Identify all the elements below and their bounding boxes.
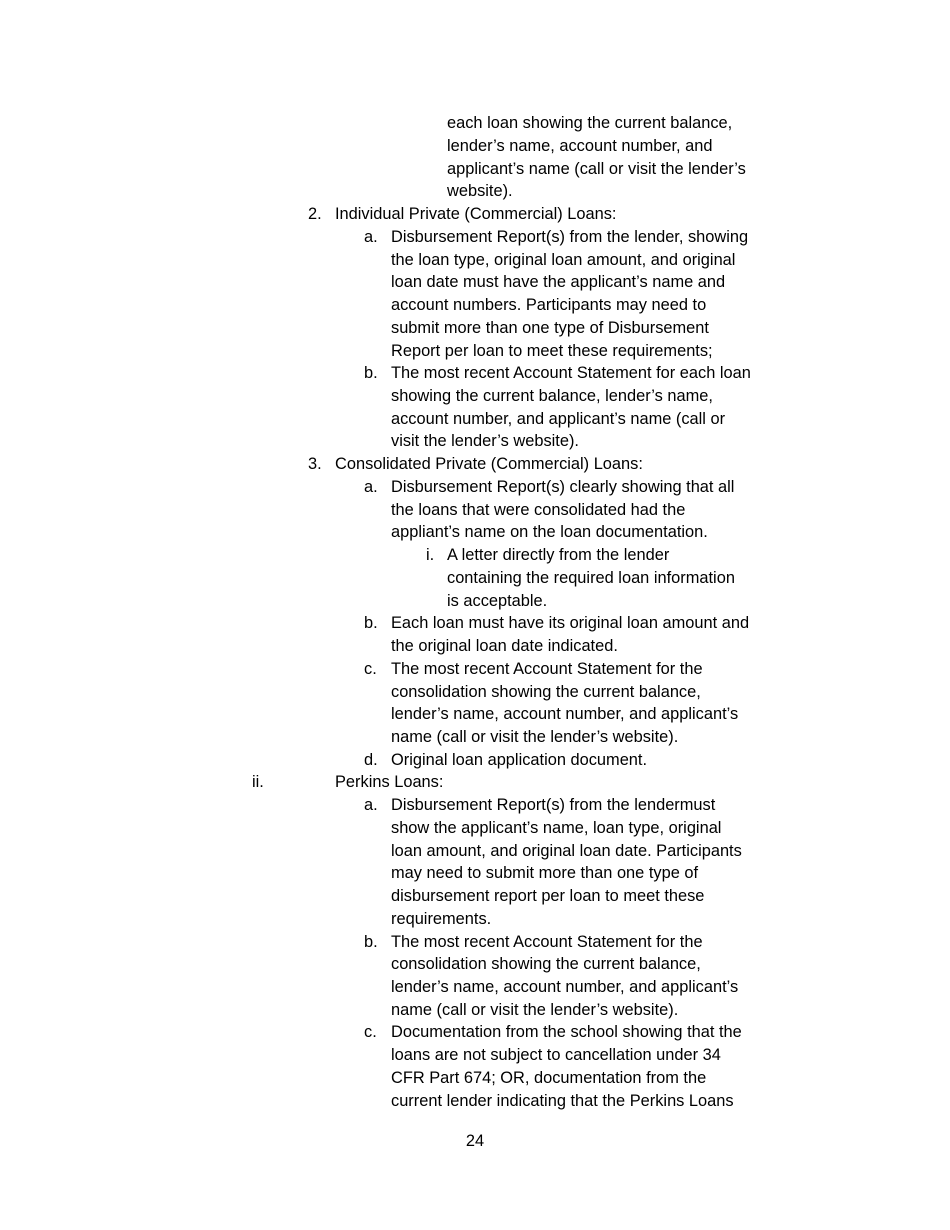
text-line: Original loan application document.: [391, 751, 648, 769]
text-line: the loans that were consolidated had the: [391, 501, 686, 519]
text-line: Disbursement Report(s) from the lender, showing: [391, 228, 749, 246]
text-line: name (call or visit the lender’s website).: [391, 728, 679, 746]
text-line: disbursement report per loan to meet these: [391, 887, 705, 905]
text-line: Report per loan to meet these requirements;: [391, 342, 713, 360]
text-line: visit the lender’s website).: [391, 432, 579, 450]
text-line: Disbursement Report(s) from the lendermust: [391, 796, 716, 814]
text-line: account numbers. Participants may need to: [391, 296, 707, 314]
list-marker: d.: [364, 751, 378, 769]
list-marker: b.: [364, 614, 378, 632]
text-line: name (call or visit the lender’s website).: [391, 1001, 679, 1019]
text-line: Each loan must have its original loan amount and: [391, 614, 750, 632]
list-heading: Individual Private (Commercial) Loans:: [335, 205, 617, 223]
text-line: Disbursement Report(s) clearly showing that all: [391, 478, 735, 496]
text-line: requirements.: [391, 910, 492, 928]
text-line: A letter directly from the lender: [447, 546, 670, 564]
list-marker: a.: [364, 796, 378, 814]
text-line: applicant’s name (call or visit the lender’s: [447, 160, 746, 178]
list-marker: 2.: [308, 205, 322, 223]
text-line: The most recent Account Statement for the: [391, 933, 703, 951]
list-marker: a.: [364, 478, 378, 496]
text-line: loans are not subject to cancellation under 34: [391, 1046, 721, 1064]
text-line: containing the required loan information: [447, 569, 735, 587]
text-line: show the applicant’s name, loan type, original: [391, 819, 722, 837]
list-marker: b.: [364, 364, 378, 382]
text-line: lender’s name, account number, and applicant’s: [391, 978, 739, 996]
text-line: appliant’s name on the loan documentation.: [391, 523, 708, 541]
text-line: account number, and applicant’s name (call or: [391, 410, 726, 428]
text-line: consolidation showing the current balance,: [391, 955, 701, 973]
text-line: lender’s name, account number, and applicant’s: [391, 705, 739, 723]
text-line: consolidation showing the current balance,: [391, 683, 701, 701]
text-line: CFR Part 674; OR, documentation from the: [391, 1069, 707, 1087]
list-marker: a.: [364, 228, 378, 246]
text-line: the loan type, original loan amount, and original: [391, 251, 736, 269]
list-marker: c.: [364, 660, 377, 678]
list-marker: i.: [426, 546, 435, 564]
text-line: current lender indicating that the Perkins Loans: [391, 1092, 734, 1110]
page-number: 24: [465, 1132, 485, 1150]
text-line: lender’s name, account number, and: [447, 137, 713, 155]
list-heading: Consolidated Private (Commercial) Loans:: [335, 455, 643, 473]
text-line: showing the current balance, lender’s name,: [391, 387, 713, 405]
text-line: Documentation from the school showing that the: [391, 1023, 742, 1041]
text-line: may need to submit more than one type of: [391, 864, 699, 882]
list-marker: 3.: [308, 455, 322, 473]
list-marker: b.: [364, 933, 378, 951]
list-marker: c.: [364, 1023, 377, 1041]
text-line: loan amount, and original loan date. Participants: [391, 842, 742, 860]
text-line: website).: [447, 182, 513, 200]
text-line: loan date must have the applicant’s name and: [391, 273, 726, 291]
text-line: each loan showing the current balance,: [447, 114, 733, 132]
text-line: submit more than one type of Disbursement: [391, 319, 709, 337]
list-marker: ii.: [252, 773, 264, 791]
text-line: The most recent Account Statement for each loan: [391, 364, 751, 382]
list-heading: Perkins Loans:: [335, 773, 444, 791]
text-line: is acceptable.: [447, 592, 548, 610]
text-line: the original loan date indicated.: [391, 637, 618, 655]
text-line: The most recent Account Statement for the: [391, 660, 703, 678]
